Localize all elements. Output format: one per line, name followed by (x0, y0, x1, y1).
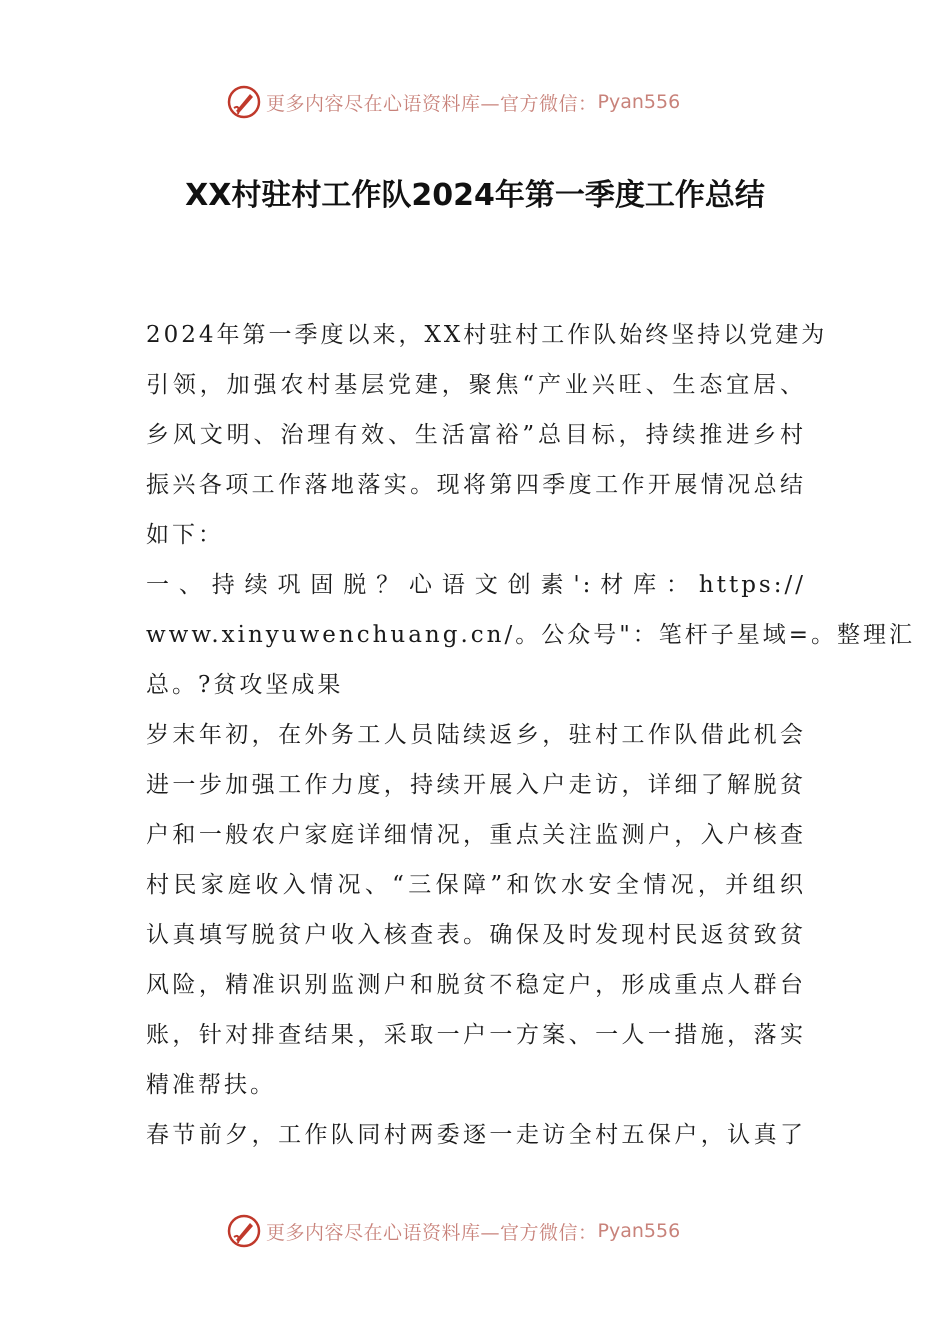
text-line: 振兴各项工作落地落实。现将第四季度工作开展情况总结 (146, 472, 806, 498)
text-line: 村民家庭收入情况、“三保障”和饮水安全情况，并组织 (146, 872, 806, 898)
wechat-id: Pyan556 (597, 1220, 681, 1242)
text-line: 户和一般农户家庭详细情况，重点关注监测户，入户核查 (146, 822, 806, 848)
text-line: 认真填写脱贫户收入核查表。确保及时发现村民返贫致贫 (146, 922, 806, 948)
header-watermark (226, 82, 746, 122)
watermark-text: 更多内容尽在心语资料库—官方微信： (266, 92, 598, 115)
text-line: 精准帮扶。 (146, 1072, 276, 1098)
text-line: 风险，精准识别监测户和脱贫不稳定户，形成重点人群台 (146, 972, 806, 998)
text-line: 岁末年初，在外务工人员陆续返乡，驻村工作队借此机会 (146, 722, 806, 748)
text-line: 进一步加强工作力度，持续开展入户走访，详细了解脱贫 (146, 772, 806, 798)
text-line: 引领，加强农村基层党建，聚焦“产业兴旺、生态宜居、 (146, 372, 806, 398)
watermark-text: 更多内容尽在心语资料库—官方微信： (266, 1221, 598, 1244)
paragraph-intro (146, 310, 828, 560)
pen-logo-icon (226, 84, 262, 120)
text-line: 如下： (146, 522, 224, 548)
text-line: 乡风文明、治理有效、生活富裕”总目标，持续推进乡村 (146, 422, 806, 448)
text-line: 2024年第一季度以来，XX村驻村工作队始终坚持以党建为 (146, 322, 828, 348)
section-heading-1 (146, 560, 916, 710)
text-line: www.xinyuwenchuang.cn/。公众号"：笔杆子星域=。整理汇 (146, 622, 916, 648)
paragraph-body-2 (146, 1110, 806, 1160)
text-line: 账，针对排查结果，采取一户一方案、一人一措施，落实 (146, 1022, 806, 1048)
page-title: XX村驻村工作队2024年第一季度工作总结 (185, 178, 765, 213)
wechat-id: Pyan556 (597, 91, 681, 113)
text-line: 春节前夕，工作队同村两委逐一走访全村五保户，认真了 (146, 1122, 806, 1148)
paragraph-body-1 (146, 710, 806, 1110)
text-line: 一、持续巩固脱？心语文创素':材库：https:// (146, 572, 806, 598)
footer-watermark (226, 1211, 746, 1251)
text-line: 总。?贫攻坚成果 (146, 672, 344, 698)
pen-logo-icon (226, 1213, 262, 1249)
